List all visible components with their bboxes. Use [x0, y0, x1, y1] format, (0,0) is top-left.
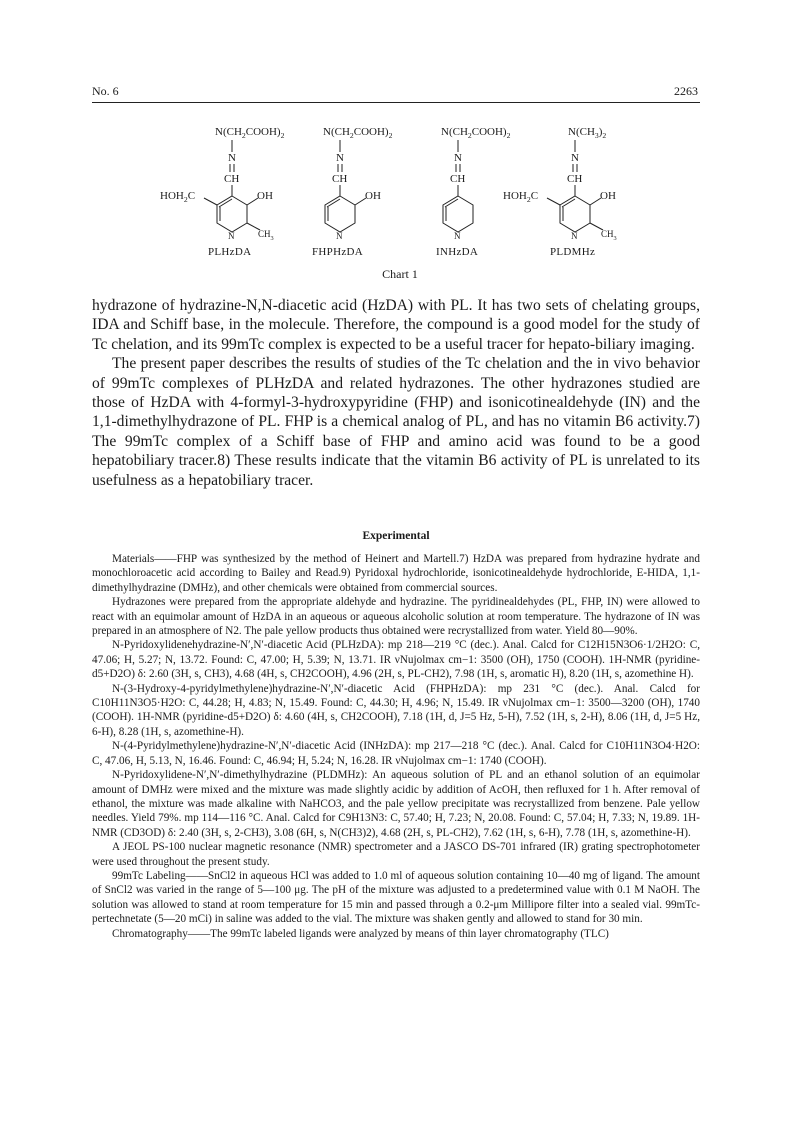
- section-title-experimental: Experimental: [362, 530, 430, 542]
- structure-1-ring-n: N: [228, 231, 235, 241]
- paragraph-fhphzda: N-(3-Hydroxy-4-pyridylmethylene)hydrazine-N′,N′-diacetic Acid (FHPHzDA): mp 231 °C (dec.). Anal. Calcd for C10H11N3O5·H2O: C, 44.28; H, 4.83; N, 15.49. Found: C, 44.30; H, 4.96; N, 15.49. IR νNujolmax cm−1: 3500—3200 (OH), 1740 (COOH). 1H-NMR (pyridine-d5+D2O) δ: 4.60 (4H, s, CH2COOH), 7.18 (1H, d, J=5 Hz, 5-H), 7.52 (1H, s, 2-H), 8.06 (1H, d, J=5 Hz, 6-H), 8.28 (1H, s, azomethine-H).: [92, 682, 700, 738]
- structure-3-ch: CH: [450, 173, 466, 185]
- paragraph-pldmhz: N-Pyridoxylidene-N′,N′-dimethylhydrazine (PLDMHz): An aqueous solution of PL and an ethanol solution of an equimolar amount of DMHz were mixed and the mixture was made slightly acidic by addition of AcOH, then refluxed for 1 h. After removal of ethanol, the mixture was made alkaline with NaHCO3, and the pale yellow precipitate was recrystallized from benzene. Pale yellow needles. Yield 79%. mp 114—116 °C. Anal. Calcd for C9H13N3: C, 57.40; H, 7.23; N, 20.08. Found: C, 57.04; H, 7.33; N, 19.89. 1H-NMR (CD3OD) δ: 2.40 (3H, s, 2-CH3), 3.08 (6H, s, N(CH3)2), 4.68 (2H, s, PL-CH2), 7.62 (1H, s, 6-H), 7.78 (1H, s, azomethine-H).: [92, 769, 700, 839]
- structure-1-oh: OH: [257, 190, 273, 202]
- structure-2-n: N: [336, 152, 344, 164]
- intro-paragraph: hydrazone of hydrazine-N,N-diacetic acid (HzDA) with PL. It has two sets of chelating groups, IDA and Schiff base, in the molecule. Therefore, the compound is a good model for the study of Tc chelation, and its 99mTc complex is expected to be a useful tracer for hepato-biliary imaging.: [92, 297, 700, 353]
- structure-4-n: N: [571, 152, 579, 164]
- header-rule: [92, 102, 700, 103]
- structure-4-ring-n: N: [571, 231, 578, 241]
- structure-1-ch3: $CH_3$: [258, 229, 274, 242]
- structure-4-hoh2c: $HOH_2C$: [503, 190, 539, 205]
- chemical-structures-chart: [140, 118, 660, 298]
- journal-issue: No. 6: [92, 84, 119, 98]
- structure-4-ch: CH: [567, 173, 583, 185]
- structure-2-substituent: $N(CH_2COOH)_2$: [323, 126, 393, 141]
- structure-1-ch: CH: [224, 173, 240, 185]
- paragraph-materials: Materials——FHP was synthesized by the method of Heinert and Martell.7) HzDA was prepared from hydrazine hydrate and monochloroacetic acid according to Bailey and Read.9) Pyridoxal hydrochloride, isonicotinealdehyde hydrochloride, E-HIDA, 1,1-dimethylhydrazine (DMHz), and other chemicals were obtained from commercial sources.: [92, 553, 700, 594]
- structure-1-hoh2c: $HOH_2C$: [160, 190, 196, 205]
- chart-caption: Chart 1: [382, 267, 418, 281]
- compound-label-plhzda: PLHzDA: [208, 246, 252, 258]
- structure-2-ch: CH: [332, 173, 348, 185]
- paragraph-inhzda: N-(4-Pyridylmethylene)hydrazine-N′,N′-diacetic Acid (INHzDA): mp 217—218 °C (dec.). Anal. Calcd for C10H11N3O4·H2O: C, 47.06, H, 5.13, N, 16.46. Found: C, 46.94; H, 5.24; N, 16.28. IR νNujolmax cm−1: 1740 (COOH).: [92, 740, 700, 767]
- paragraph-tc-labeling: 99mTc Labeling——SnCl2 in aqueous HCl was added to 1.0 ml of aqueous solution containing 10—40 mg of ligand. The amount of SnCl2 was varied in the range of 5—100 μg. The pH of the mixture was adjusted to a predetermined value with 0.1 M NaOH. The solution was allowed to stand at room temperature for 15 min and passed through a 0.2-μm Millipore filter into a sealed vial. 99mTc-pertechnetate (5—20 mCi) in saline was added to the vial. The mixture was shaken gently and allowed to stand for 30 min.: [92, 869, 700, 926]
- structure-4-ch3: $CH_3$: [601, 229, 617, 242]
- experimental-section: [92, 552, 700, 941]
- structure-3-n: N: [454, 152, 462, 164]
- structure-4-oh: OH: [600, 190, 616, 202]
- paragraph-instruments: A JEOL PS-100 nuclear magnetic resonance (NMR) spectrometer and a JASCO DS-701 infrared (IR) grating spectrophotometer were used throughout the present study.: [92, 841, 700, 868]
- page-number: 2263: [674, 84, 698, 98]
- compound-label-pldmhz: PLDMHz: [550, 246, 596, 258]
- paragraph-chromatography: Chromatography——The 99mTc labeled ligands were analyzed by means of thin layer chromatography (TLC): [112, 927, 609, 940]
- structure-3-substituent: $N(CH_2COOH)_2$: [441, 126, 511, 141]
- paragraph-hydrazones: Hydrazones were prepared from the appropriate aldehyde and hydrazine. The pyridinealdehydes (PL, FHP, IN) were allowed to react with an equimolar amount of HzDA in an aqueous or aqueous alcoholic solution at room temperature. The hydrazone of IN was prepared in an atmosphere of N2. The pale yellow products thus obtained were recrystallized from water. Yield 80—90%.: [92, 596, 700, 638]
- structure-3-ring-n: N: [454, 231, 461, 241]
- structure-2-ring-n: N: [336, 231, 343, 241]
- running-header: [92, 84, 698, 99]
- paragraph-plhzda: N-Pyridoxylidenehydrazine-N′,N′-diacetic Acid (PLHzDA): mp 218—219 °C (dec.). Anal. Calcd for C12H15N3O6·1/2H2O: C, 47.06; H, 5.27; N, 13.72. Found: C, 47.00; H, 5.39; N, 13.71. IR νNujolmax cm−1: 3500 (OH), 1750 (COOH). 1H-NMR (pyridine-d5+D2O) δ: 2.60 (3H, s, CH3), 4.68 (4H, s, CH2COOH), 4.96 (2H, s, PL-CH2), 7.98 (1H, s, aromatic H), 8.20 (1H, s, azomethine H).: [92, 639, 700, 681]
- structure-1-substituent: $N(CH_2COOH)_2$: [215, 126, 285, 141]
- structure-2-oh: OH: [365, 190, 381, 202]
- compound-label-fhphzda: FHPHzDA: [312, 246, 363, 258]
- intro-paragraph: The present paper describes the results of studies of the Tc chelation and the in vivo behavior of 99mTc complexes of PLHzDA and related hydrazones. The other hydrazones studied are those of HzDA with 4-formyl-3-hydroxypyridine (FHP) and isonicotinealdehyde (IN) and the 1,1-dimethylhydrazone of PL. FHP is a chemical analog of PL, and has no vitamin B6 activity.7) The 99mTc complex of a Schiff base of FHP and amino acid was found to be a good hepatobiliary tracer.8) These results indicate that the vitamin B6 activity of PL is unrelated to its usefulness as a hepatobiliary tracer.: [92, 355, 700, 489]
- compound-label-inhzda: INHzDA: [436, 246, 479, 258]
- structure-1-n: N: [228, 152, 236, 164]
- intro-section: [92, 296, 700, 490]
- structure-4-substituent: $N(CH_3)_2$: [568, 126, 607, 141]
